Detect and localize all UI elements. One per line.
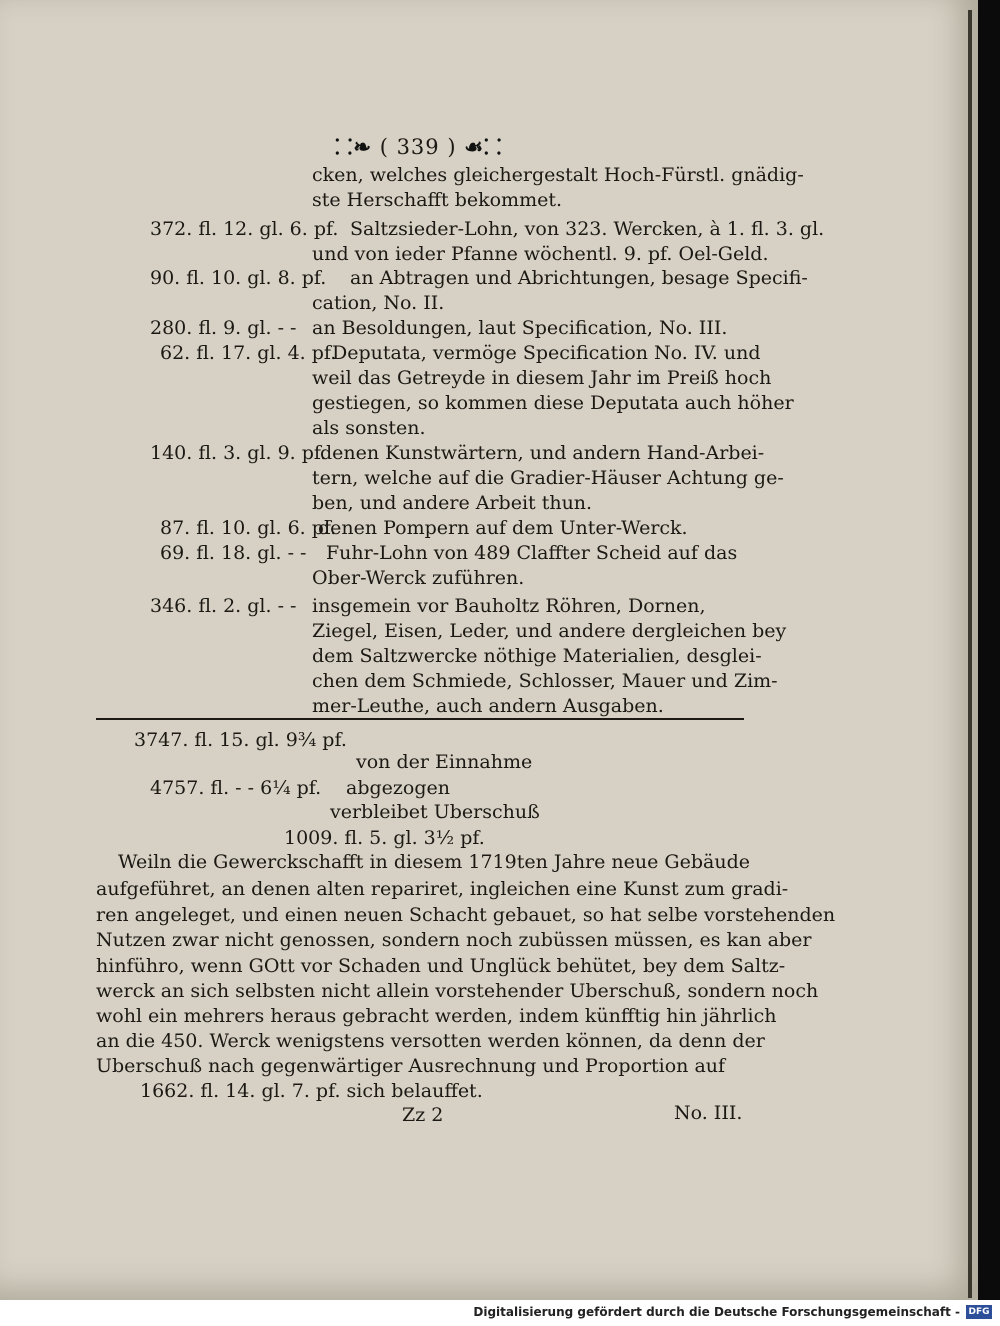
entry-text-line: weil das Getreyde in diesem Jahr im Preiß hoch: [312, 367, 772, 389]
page-number: ( 339 ): [379, 135, 457, 159]
entry-text-line: als sonsten.: [312, 417, 426, 439]
entry-text-line: Fuhr-Lohn von 489 Claffter Scheid auf das: [326, 542, 738, 564]
paragraph-line: an die 450. Werck wenigstens versotten werden können, da denn der: [96, 1030, 765, 1052]
entry-text-line: chen dem Schmiede, Schlosser, Mauer und Zim-: [312, 670, 778, 692]
entry-text-line: Ober-Werck zuführen.: [312, 567, 525, 589]
entry-text-line: Saltzsieder-Lohn, von 323. Wercken, à 1. fl. 3. gl.: [350, 218, 825, 240]
entry-text-line: insgemein vor Bauholtz Röhren, Dornen,: [312, 595, 706, 617]
catchword: No. III.: [674, 1102, 743, 1124]
entry-text-line: cation, No. II.: [312, 292, 445, 314]
entry-text-line: Deputata, vermöge Specification No. IV. und: [332, 342, 761, 364]
entry-amount: 280. fl. 9. gl. - -: [150, 317, 297, 339]
paragraph-line: wohl ein mehrers heraus gebracht werden, indem künfftig hin jährlich: [96, 1005, 777, 1027]
paragraph-line: ren angeleget, und einen neuen Schacht gebauet, so hat selbe vorstehenden: [96, 904, 836, 926]
surplus-label: verbleibet Uberschuß: [330, 801, 540, 823]
page-edge: [968, 10, 972, 1298]
entry-text-line: ste Herschafft bekommet.: [312, 189, 563, 211]
entry-text-line: denen Kunstwärtern, und andern Hand-Arbei-: [320, 442, 765, 464]
entry-amount: 62. fl. 17. gl. 4. pf.: [160, 342, 337, 364]
entry-text-line: tern, welche auf die Gradier-Häuser Achtung ge-: [312, 467, 784, 489]
footer-credit: Digitalisierung gefördert durch die Deutsche Forschungsgemeinschaft -: [473, 1305, 960, 1319]
entry-amount: 87. fl. 10. gl. 6. pf.: [160, 517, 337, 539]
entry-text-line: gestiegen, so kommen diese Deputata auch höher: [312, 392, 794, 414]
entry-amount: 372. fl. 12. gl. 6. pf.: [150, 218, 339, 240]
dfg-logo: DFG: [966, 1305, 992, 1319]
paragraph-line: Weiln die Gewerckschafft in diesem 1719ten Jahre neue Gebäude: [118, 851, 750, 873]
surplus-amount: 1009. fl. 5. gl. 3½ pf.: [284, 827, 485, 849]
signature-mark: Zz 2: [402, 1104, 444, 1126]
entry-text-line: ben, und andere Arbeit thun.: [312, 492, 593, 514]
entry-text-line: denen Pompern auf dem Unter-Werck.: [318, 517, 688, 539]
paragraph-line: Nutzen zwar nicht genossen, sondern noch zubüssen müssen, es kan aber: [96, 929, 812, 951]
entry-text-line: Ziegel, Eisen, Leder, und andere dergleichen bey: [312, 620, 787, 642]
entry-text-line: dem Saltzwercke nöthige Materialien, desglei-: [312, 645, 762, 667]
page-header: [335, 134, 502, 160]
entry-amount: 346. fl. 2. gl. - -: [150, 595, 297, 617]
income-amount: 4757. fl. - - 6¼ pf.: [150, 777, 322, 799]
sum-rule: [96, 718, 744, 720]
entry-text-line: an Abtragen und Abrichtungen, besage Specifi-: [350, 267, 808, 289]
header-ornament-left: ⸬❧: [335, 134, 373, 159]
paragraph-line: werck an sich selbsten nicht allein vorstehender Uberschuß, sondern noch: [96, 980, 819, 1002]
paragraph-line: aufgeführet, an denen alten repariret, ingleichen eine Kunst zum gradi-: [96, 878, 789, 900]
entry-text-line: an Besoldungen, laut Specification, No. III.: [312, 317, 728, 339]
paragraph-line: hinführo, wenn GOtt vor Schaden und Unglück behütet, bey dem Saltz-: [96, 955, 786, 977]
paragraph-line: Uberschuß nach gegenwärtiger Ausrechnung und Proportion auf: [96, 1055, 726, 1077]
footer-bar: [0, 1300, 1000, 1326]
final-line: 1662. fl. 14. gl. 7. pf. sich belauffet.: [140, 1080, 483, 1102]
from-income-label: von der Einnahme: [356, 751, 533, 773]
entry-amount: 140. fl. 3. gl. 9. pf.: [150, 442, 327, 464]
header-ornament-right: ☙⸬: [464, 134, 503, 159]
entry-text-line: mer-Leuthe, auch andern Ausgaben.: [312, 695, 664, 717]
entry-text-line: und von ieder Pfanne wöchentl. 9. pf. Oel-Geld.: [312, 243, 769, 265]
sum-expenses: 3747. fl. 15. gl. 9¾ pf.: [134, 729, 347, 751]
entry-text-line: cken, welches gleichergestalt Hoch-Fürstl. gnädig-: [312, 164, 804, 186]
entry-amount: 69. fl. 18. gl. - -: [160, 542, 307, 564]
entry-amount: 90. fl. 10. gl. 8. pf.: [150, 267, 327, 289]
deducted-label: abgezogen: [346, 777, 450, 799]
